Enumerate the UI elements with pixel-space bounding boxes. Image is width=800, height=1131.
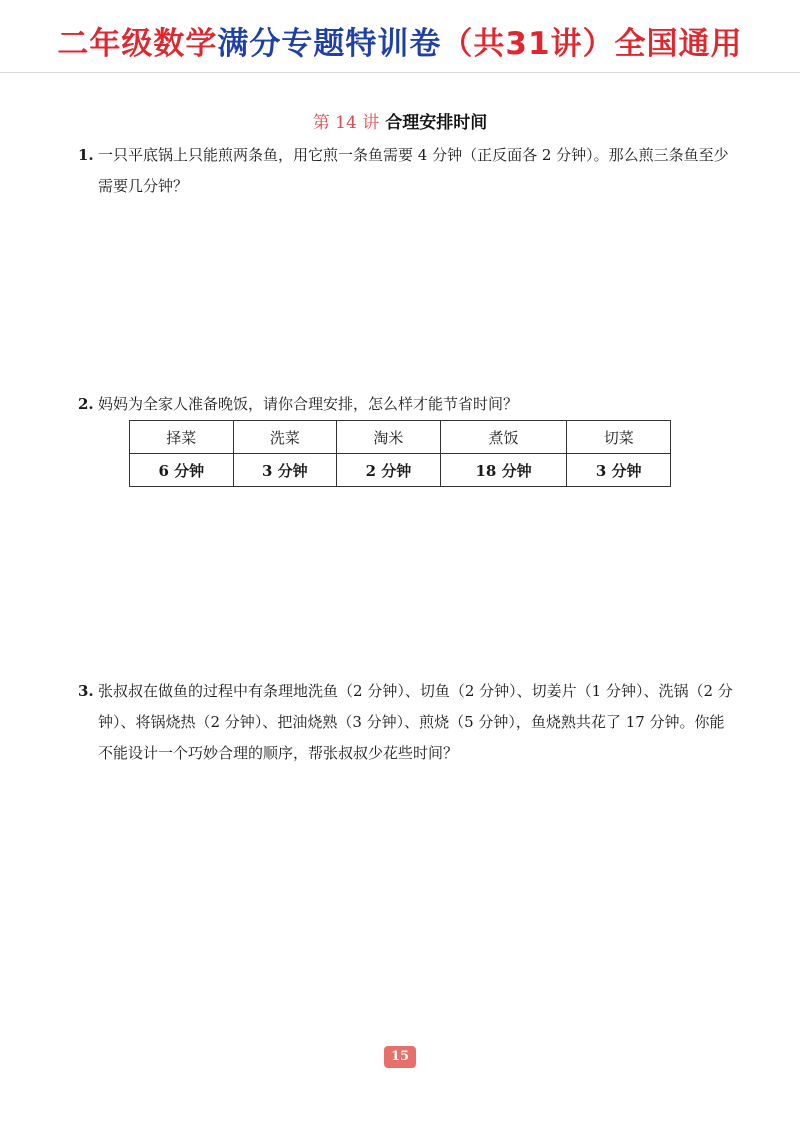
table-cell-task: 择菜 <box>130 421 234 454</box>
page-number: 15 <box>384 1046 416 1068</box>
table-cell-time: 3 分钟 <box>233 454 337 487</box>
table-cell-task: 切菜 <box>567 421 671 454</box>
table-cell-task: 煮饭 <box>440 421 567 454</box>
banner-part1: 二年级数学 <box>57 26 218 62</box>
table-row-times <box>130 454 671 487</box>
lesson-heading <box>0 108 800 133</box>
table-cell-time: 18 分钟 <box>440 454 567 487</box>
table-cell-task: 淘米 <box>337 421 441 454</box>
question-number: 3. <box>78 682 94 700</box>
question-text: 妈妈为全家人准备晚饭，请你合理安排，怎么样才能节省时间？ <box>98 395 519 413</box>
lesson-topic: 合理安排时间 <box>385 113 488 133</box>
question-text: 一只平底锅上只能煎两条鱼，用它煎一条鱼需要 4 分钟（正反面各 2 分钟）。那么煎三条鱼至少需要几分钟？ <box>98 146 729 195</box>
lesson-number: 第 14 讲 <box>312 113 380 133</box>
table-cell-time: 3 分钟 <box>567 454 671 487</box>
question-3 <box>78 676 738 769</box>
banner-part3: （共31讲）全国通用 <box>441 26 743 62</box>
table-cell-time: 2 分钟 <box>337 454 441 487</box>
banner-divider <box>0 72 800 73</box>
question-number: 2. <box>78 395 94 413</box>
question-1 <box>78 140 738 202</box>
question-text: 张叔叔在做鱼的过程中有条理地洗鱼（2 分钟）、切鱼（2 分钟）、切姜片（1 分钟）、洗锅（2 分钟）、将锅烧热（2 分钟）、把油烧熟（3 分钟）、煎烧（5 分钟），鱼烧熟共花了 17 分钟。你能不能设计一个巧妙合理的顺序，帮张叔叔少花些时间？ <box>98 682 733 762</box>
banner-title <box>0 18 800 63</box>
question-number: 1. <box>78 146 94 164</box>
cooking-time-table <box>129 420 671 487</box>
question-2 <box>78 389 738 420</box>
table-row-tasks <box>130 421 671 454</box>
banner-part2: 满分专题特训卷 <box>217 26 442 62</box>
table-cell-task: 洗菜 <box>233 421 337 454</box>
table-cell-time: 6 分钟 <box>130 454 234 487</box>
